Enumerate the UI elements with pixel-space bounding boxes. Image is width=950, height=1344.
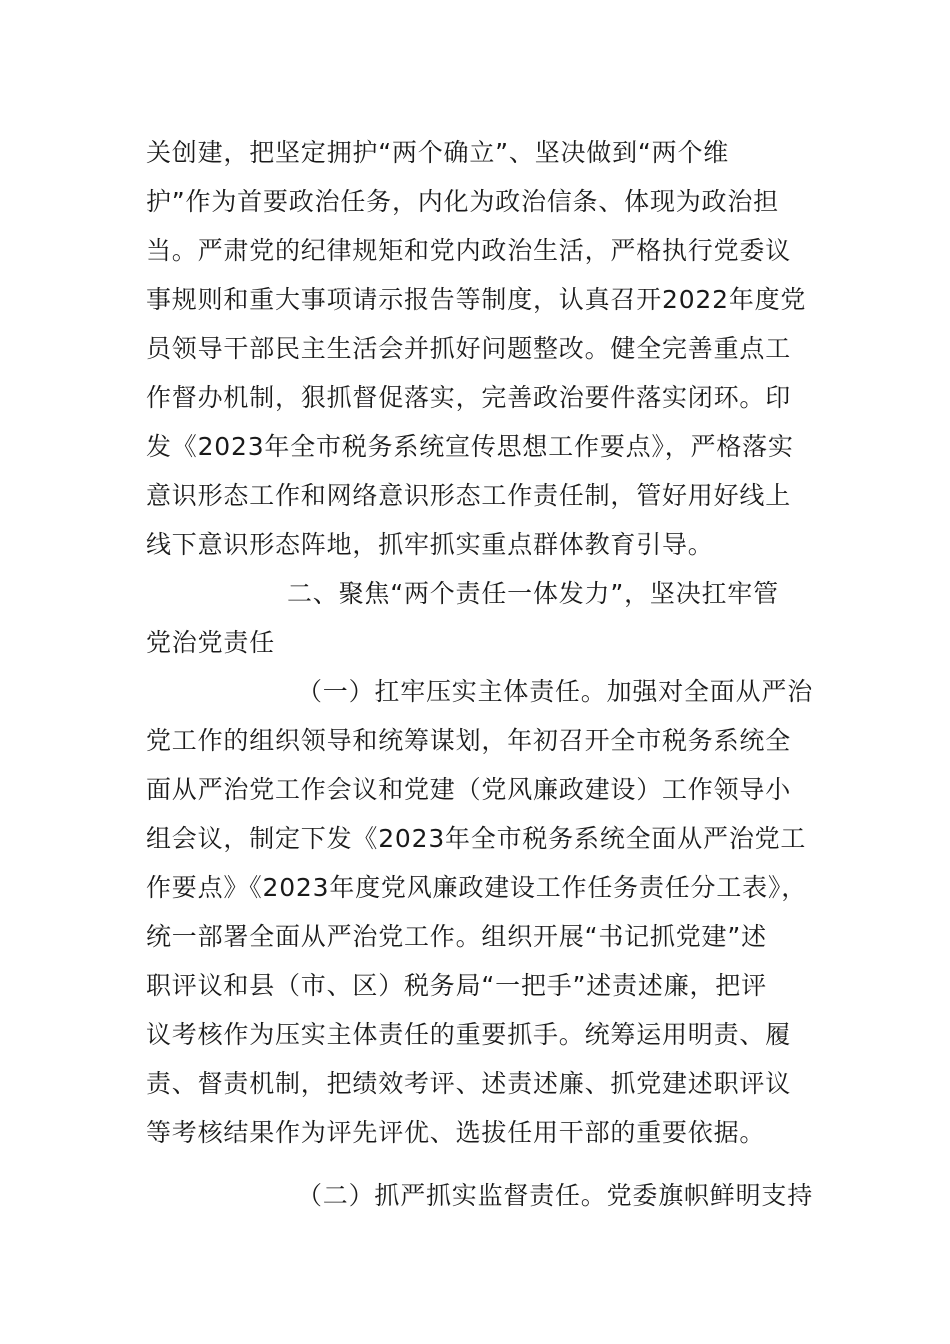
section-heading-line: 党治党责任: [146, 628, 276, 657]
paragraph-line: 员领导干部民主生活会并抓好问题整改。健全完善重点工: [146, 334, 792, 363]
paragraph-line: 护”作为首要政治任务，内化为政治信条、体现为政治担: [146, 187, 779, 216]
paragraph-line: 等考核结果作为评先评优、选拔任用干部的重要依据。: [146, 1118, 766, 1147]
section-heading-line: 二、聚焦“两个责任一体发力”，坚决扛牢管: [287, 579, 779, 608]
paragraph-line: 责、督责机制，把绩效考评、述责述廉、抓党建述职评议: [146, 1069, 792, 1098]
paragraph-line: 线下意识形态阵地，抓牢抓实重点群体教育引导。: [146, 530, 714, 559]
paragraph-line: 统一部署全面从严治党工作。组织开展“书记抓党建”述: [146, 922, 767, 951]
paragraph-line: 当。严肃党的纪律规矩和党内政治生活，严格执行党委议: [146, 236, 792, 265]
paragraph-line: 作督办机制，狠抓督促落实，完善政治要件落实闭环。印: [146, 383, 792, 412]
paragraph-line: 党工作的组织领导和统筹谋划，年初召开全市税务系统全: [146, 726, 792, 755]
paragraph-line: 议考核作为压实主体责任的重要抓手。统筹运用明责、履: [146, 1020, 792, 1049]
paragraph-line: 事规则和重大事项请示报告等制度，认真召开2022年度党: [146, 285, 807, 314]
subsection-heading-line: （二）抓严抓实监督责任。党委旗帜鲜明支持: [297, 1181, 814, 1210]
paragraph-line: 发《2023年全市税务系统宣传思想工作要点》，严格落实: [146, 432, 794, 461]
paragraph-line: 作要点》《2023年度党风廉政建设工作任务责任分工表》，: [146, 873, 808, 902]
paragraph-line: 意识形态工作和网络意识形态工作责任制，管好用好线上: [146, 481, 792, 510]
paragraph-line: 组会议，制定下发《2023年全市税务系统全面从严治党工: [146, 824, 807, 853]
paragraph-line: 职评议和县（市、区）税务局“一把手”述责述廉，把评: [146, 971, 767, 1000]
paragraph-line: 面从严治党工作会议和党建（党风廉政建设）工作领导小: [146, 775, 792, 804]
subsection-heading-line: （一）扛牢压实主体责任。加强对全面从严治: [297, 677, 814, 706]
paragraph-line: 关创建，把坚定拥护“两个确立”、坚决做到“两个维: [146, 138, 730, 167]
